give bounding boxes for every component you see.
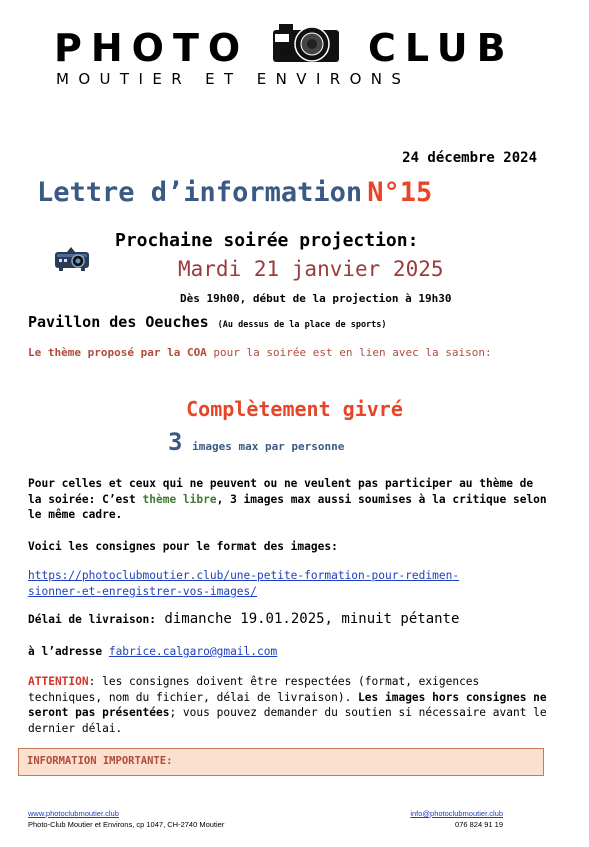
issue-number: N°15 (367, 177, 433, 208)
footer-left (28, 808, 224, 830)
important-info-box (18, 748, 544, 776)
address-label: à l’adresse (28, 645, 109, 658)
footer-phone: 076 824 91 19 (455, 820, 503, 829)
theme-intro (28, 346, 548, 360)
event-venue (28, 313, 387, 331)
delivery-label: Délai de livraison: (28, 613, 156, 626)
logo-club-text: CLUB (368, 26, 515, 70)
free-theme-paragraph (28, 476, 548, 523)
instructions-url-line1[interactable]: https://photoclubmoutier.club/une-petite-formation-pour-redimen- (28, 569, 460, 582)
important-info-label: INFORMATION IMPORTANTE: (27, 755, 173, 767)
instructions-label: Voici les consignes pour le format des images: (28, 540, 338, 553)
camera-icon (271, 20, 341, 64)
instructions-url-line2[interactable]: sionner-et-enregistrer-vos-images/ (28, 584, 258, 598)
theme-intro-bold: Le thème proposé par la COA (28, 346, 207, 359)
attention-label: ATTENTION (28, 675, 89, 688)
theme-name: Complètement givré (186, 397, 403, 421)
projector-icon (53, 244, 91, 272)
free-theme-after: , 3 images max aussi soumises à la critique selon le même cadre. (28, 492, 547, 521)
footer-email-link[interactable]: info@photoclubmoutier.club (410, 809, 503, 818)
newsletter-title (37, 177, 432, 208)
footer-address: Photo-Club Moutier et Environs, cp 1047, CH-2740 Moutier (28, 820, 225, 829)
free-theme-before: Pour celles et ceux qui ne peuvent ou ne veulent pas participer au thème de la soirée: C’est (28, 477, 534, 506)
letter-date: 24 décembre 2024 (402, 150, 537, 166)
footer-right (410, 808, 503, 830)
logo-subtitle: MOUTIER ET ENVIRONS (56, 70, 411, 88)
event-date: Mardi 21 janvier 2025 (178, 257, 444, 281)
logo-photo-text: PHOTO (54, 26, 250, 70)
footer-website-link[interactable]: www.photoclubmoutier.club (28, 809, 119, 818)
max-text: images max par personne (192, 440, 345, 453)
instructions-link[interactable] (28, 568, 548, 599)
attention-text1: : les consignes doivent être respectées (format, exigences techniques, nom du fichier, délai de livraison). (28, 675, 480, 704)
attention-bold: Les images hors consignes ne seront pas présentées (28, 690, 547, 719)
attention-text2: ; vous pouvez demander du soutien si nécessaire avant le dernier délai. (28, 706, 547, 735)
max-images (168, 428, 344, 456)
delivery-address (28, 644, 548, 660)
delivery-deadline (28, 612, 548, 628)
venue-note: (Au dessus de la place de sports) (217, 320, 387, 330)
venue-name: Pavillon des Oeuches (28, 313, 209, 331)
event-time: Dès 19h00, début de la projection à 19h30 (180, 292, 452, 305)
title-text: Lettre d’information (37, 177, 363, 208)
event-heading: Prochaine soirée projection: (115, 230, 419, 251)
free-theme-highlight: thème libre (142, 492, 217, 506)
submission-email-link[interactable]: fabrice.calgaro@gmail.com (108, 645, 278, 658)
theme-intro-rest: pour la soirée est en lien avec la saison: (206, 346, 492, 359)
attention-paragraph (28, 674, 548, 736)
delivery-value: dimanche 19.01.2025, minuit pétante (155, 611, 460, 627)
max-number: 3 (168, 428, 183, 456)
